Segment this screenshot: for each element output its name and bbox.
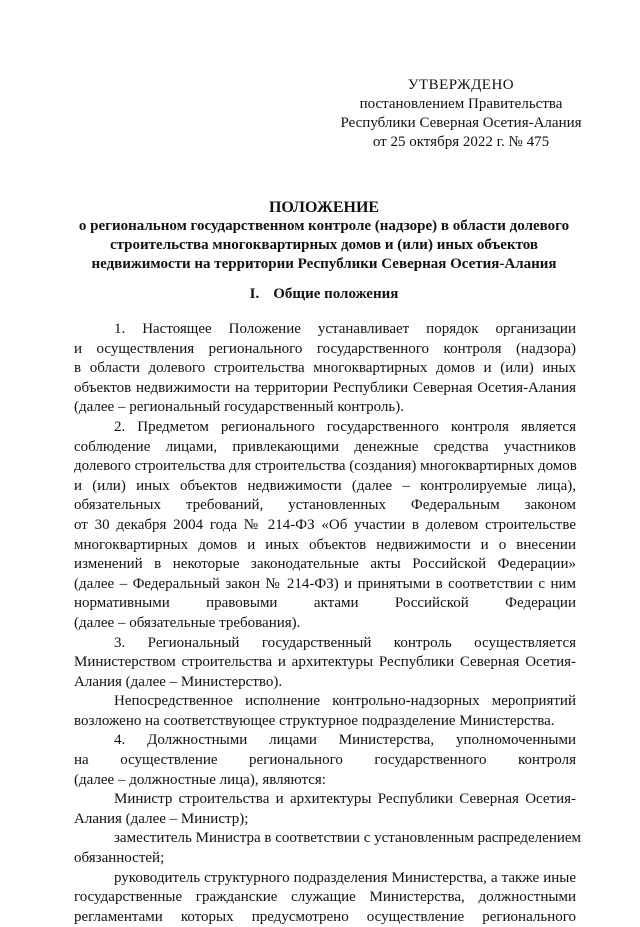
body-line: регламентами которых предусмотрено осуществление регионального	[74, 908, 576, 925]
section-number: I.	[249, 286, 260, 302]
body-line: от 30 декабря 2004 года № 214-ФЗ «Об участии в долевом строительстве	[74, 516, 576, 533]
body-line: (далее – региональный государственный контроль).	[74, 399, 404, 416]
approval-stamp	[330, 76, 592, 152]
body-line: (далее – обязательные требования).	[74, 614, 301, 631]
body-line: Алания (далее – Министерство).	[74, 673, 283, 690]
title-line-1: о региональном государственном контроле (надзоре) в области долевого	[78, 218, 570, 234]
body-line: обязанностей;	[74, 850, 165, 867]
body-line: нормативными правовыми актами Российской Федерации	[74, 595, 576, 612]
body-line: Министр строительства и архитектуры Республики Северная Осетия-	[114, 791, 576, 808]
approval-line-3: от 25 октября 2022 г. № 475	[372, 134, 550, 150]
body-line: долевого строительства для строительства (создания) многоквартирных домов	[74, 458, 577, 475]
document-body	[74, 320, 582, 927]
body-line: Министерством строительства и архитектуры Республики Северная Осетия-	[74, 654, 576, 671]
body-line: изменений в некоторые законодательные акты Российской Федерации»	[74, 556, 576, 573]
body-line: в области долевого строительства многоквартирных домов и (или) иных	[74, 360, 576, 377]
body-line: (далее – должностные лица), являются:	[74, 771, 326, 788]
approval-line-1: постановлением Правительства	[359, 96, 563, 112]
body-line: на осуществление регионального государственного контроля	[74, 752, 576, 769]
body-line: государственные гражданские служащие Министерства, должностными	[74, 889, 576, 906]
body-line: 1. Настоящее Положение устанавливает порядок организации	[114, 321, 576, 337]
document-title	[74, 198, 574, 274]
section-heading	[74, 285, 574, 304]
body-line: и осуществления регионального государственного контроля (надзора)	[74, 340, 576, 357]
body-line: 3. Региональный государственный контроль осуществляется	[114, 634, 576, 651]
body-line: соблюдение лицами, привлекающими денежные средства участников	[74, 438, 576, 455]
title-main: ПОЛОЖЕНИЕ	[268, 199, 380, 216]
body-line: Алания (далее – Министр);	[74, 810, 249, 827]
title-line-3: недвижимости на территории Республики Северная Осетия-Алания	[91, 256, 557, 272]
body-line: и (или) иных объектов недвижимости (далее – контролируемые лица),	[74, 477, 576, 494]
section-title: Общие положения	[273, 286, 399, 302]
approval-heading: УТВЕРЖДЕНО	[407, 77, 515, 93]
body-line: заместитель Министра в соответствии с установленным распределением	[114, 830, 582, 847]
approval-line-2: Республики Северная Осетия-Алания	[340, 115, 582, 131]
body-line: 2. Предметом регионального государственного контроля является	[114, 418, 576, 435]
body-line: возложено на соответствующее структурное подразделение Министерства.	[74, 712, 555, 729]
body-line: руководитель структурного подразделения Министерства, а также иные	[114, 869, 576, 886]
body-line: Непосредственное исполнение контрольно-надзорных мероприятий	[114, 693, 576, 710]
body-line: обязательных требований, установленных Федеральным законом	[74, 497, 576, 514]
body-line: объектов недвижимости на территории Республики Северная Осетия-Алания	[74, 379, 576, 396]
body-line: (далее – Федеральный закон № 214-ФЗ) и принятыми в соответствии с ним	[74, 575, 576, 592]
body-line: 4. Должностными лицами Министерства, уполномоченными	[114, 732, 576, 749]
title-line-2: строительства многоквартирных домов и (или) иных объектов	[109, 237, 539, 253]
body-line: многоквартирных домов и иных объектов недвижимости и о внесении	[74, 536, 576, 553]
